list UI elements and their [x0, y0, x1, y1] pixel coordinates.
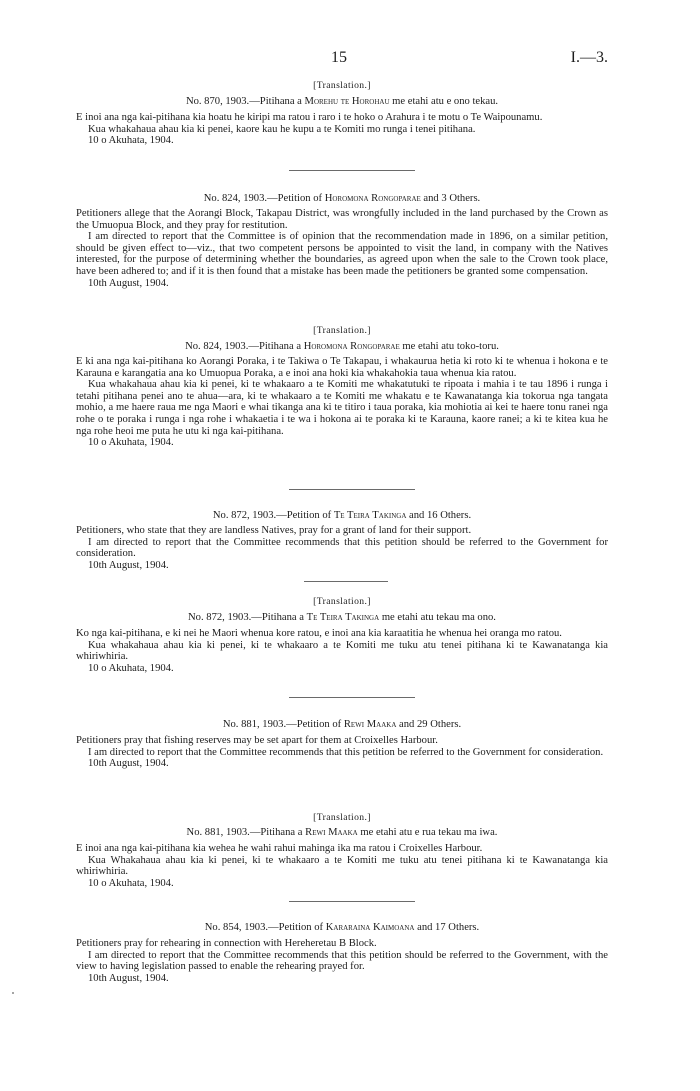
report-date: 10th August, 1904. — [88, 277, 169, 289]
section-divider — [304, 581, 388, 582]
committee-recommendation: Kua whakahaua ahau kia ki penei, kaore kau he kupu a te Komiti mo runga i tenei pitihana. — [88, 123, 476, 135]
petition-section — [76, 208, 608, 289]
committee-recommendation: Kua whakahaua ahau kia ki penei, ki te whakaaro a te Komiti me tuku atu tenei pitihana ki te Kawanatanga kia whiriwhiria. — [76, 639, 608, 663]
petition-section — [76, 112, 608, 147]
report-date: 10th August, 1904. — [88, 559, 169, 571]
document-reference: I.—3. — [570, 49, 608, 66]
petition-title: No. 881, 1903.—Pitihana a Rewi Maaka me etahi atu e rua tekau ma iwa. — [186, 827, 498, 838]
page-header — [76, 49, 608, 68]
petition-title: No. 881, 1903.—Petition of Rewi Maaka and 29 Others. — [222, 719, 462, 730]
petition-title: No. 872, 1903.—Pitihana a Te Teira Takinga me etahi atu tekau ma ono. — [188, 612, 496, 623]
section-divider — [289, 901, 415, 902]
translation-label: [Translation.] — [313, 812, 371, 823]
petition-summary: E inoi ana nga kai-pitihana kia hoatu he kiripi ma ratou i raro i te hoko o Arahura i te motu o Te Waipounamu. — [76, 112, 543, 123]
report-date: 10 o Akuhata, 1904. — [88, 135, 174, 147]
petition-title: No. 870, 1903.—Pitihana a Morehu te Horohau me etahi atu e ono tekau. — [185, 96, 499, 107]
petition-title: No. 872, 1903.—Petition of Te Teira Takinga and 16 Others. — [212, 510, 472, 521]
petition-summary: Petitioners allege that the Aorangi Block, Takapau District, was wrongfully included in the land purchased by the Crown as the Umuopua Block, and they pray for restitution. — [76, 208, 608, 231]
petition-title: No. 824, 1903.—Petition of Horomona Rongoparae and 3 Others. — [203, 193, 481, 204]
committee-recommendation: Kua Whakahaua ahau kia ki penei, ki te whakaaro a te Komiti me tuku atu tenei pitihana ki te Kawanatanga kia whiriwhiria. — [76, 854, 608, 878]
petition-title: No. 854, 1903.—Petition of Kararaina Kaimoana and 17 Others. — [204, 922, 480, 933]
petition-section — [76, 356, 608, 449]
petition-summary: E ki ana nga kai-pitihana ko Aorangi Poraka, i te Takiwa o Te Takapau, i whakaurua hetia ki roto ki te whenua i hokona e te Karauna e karangatia ana ko Umuopua Poraka, a e inoi ana hoki kia whakahokia taua whenua kia ratou. — [76, 356, 608, 379]
petition-summary: E inoi ana nga kai-pitihana kia wehea he wahi rahui mahinga ika ma ratou i Croixelles Harbour. — [76, 843, 483, 854]
petition-section — [76, 938, 608, 984]
section-divider — [289, 170, 415, 171]
petition-section — [76, 735, 608, 770]
section-divider — [289, 697, 415, 698]
committee-recommendation: I am directed to report that the Committee is of opinion that the recommendation made in 1896, on a similar petition, should be given effect to—viz., that two competent persons be appointed to visit the land, in company with the Natives interested, for the purpose of determining whether the boundaries, as agreed upon when the sale to the Crown took place, have been adhered to; and if it is then found that a mistake has been made the petitioners be granted some compensation. — [76, 231, 608, 277]
report-date: 10th August, 1904. — [88, 972, 169, 984]
petition-summary: Petitioners, who state that they are landless Natives, pray for a grant of land for their support. — [76, 525, 472, 536]
page-number: 15 — [331, 49, 347, 66]
committee-recommendation: I am directed to report that the Committee recommends that this petition be referred to the Government for consideration. — [88, 746, 604, 758]
translation-label: [Translation.] — [313, 596, 371, 607]
report-date: 10 o Akuhata, 1904. — [88, 437, 174, 449]
translation-label: [Translation.] — [313, 325, 371, 336]
petition-section — [76, 843, 608, 889]
committee-recommendation: I am directed to report that the Committee recommends that this petition should be referred to the Government for consideration. — [76, 536, 608, 560]
report-date: 10th August, 1904. — [88, 758, 169, 770]
petition-summary: Petitioners pray that fishing reserves may be set apart for them at Croixelles Harbour. — [76, 735, 438, 746]
report-date: 10 o Akuhata, 1904. — [88, 877, 174, 889]
report-date: 10 o Akuhata, 1904. — [88, 662, 174, 674]
petition-summary: Petitioners pray for rehearing in connection with Hereheretau B Block. — [76, 938, 377, 949]
section-divider — [289, 489, 415, 490]
petition-summary: Ko nga kai-pitihana, e ki nei he Maori whenua kore ratou, e inoi ana kia karaatitia he whenua hei oranga mo ratou. — [76, 628, 562, 639]
petition-title: No. 824, 1903.—Pitihana a Horomona Rongoparae me etahi atu toko-toru. — [185, 341, 499, 352]
translation-label: [Translation.] — [313, 80, 371, 91]
committee-recommendation: I am directed to report that the Committee recommends that this petition should be referred to the Government, with the view to having legislation passed to enable the rehearing prayed for. — [76, 949, 608, 973]
committee-recommendation: Kua whakahaua ahau kia ki penei, ki te whakaaro a te Komiti me whakatutuki te ripoata i mahia i te tau 1896 i runga i tetahi pitihana penei ano te ahua—ara, ki te whakaaro a te Komiti me whakatu e te Kawanatanga kia tokorua nga tangata mohio, a me haere raua me nga Maori e whai tikanga ana ki te titiro i taua poraka, kia mohiotia ai kei te haere tonu ranei nga rohe o te poraka i runga i nga rohe i whakaetia i te wa i hokona ai te poraka ki te Karauna, kaore ranei; a ki te kitea kua he nga rohe heoi me puta he utu ki nga kai-pitihana. — [76, 379, 608, 437]
scan-speck — [12, 992, 14, 994]
petition-section — [76, 628, 608, 674]
petition-section — [76, 525, 608, 571]
